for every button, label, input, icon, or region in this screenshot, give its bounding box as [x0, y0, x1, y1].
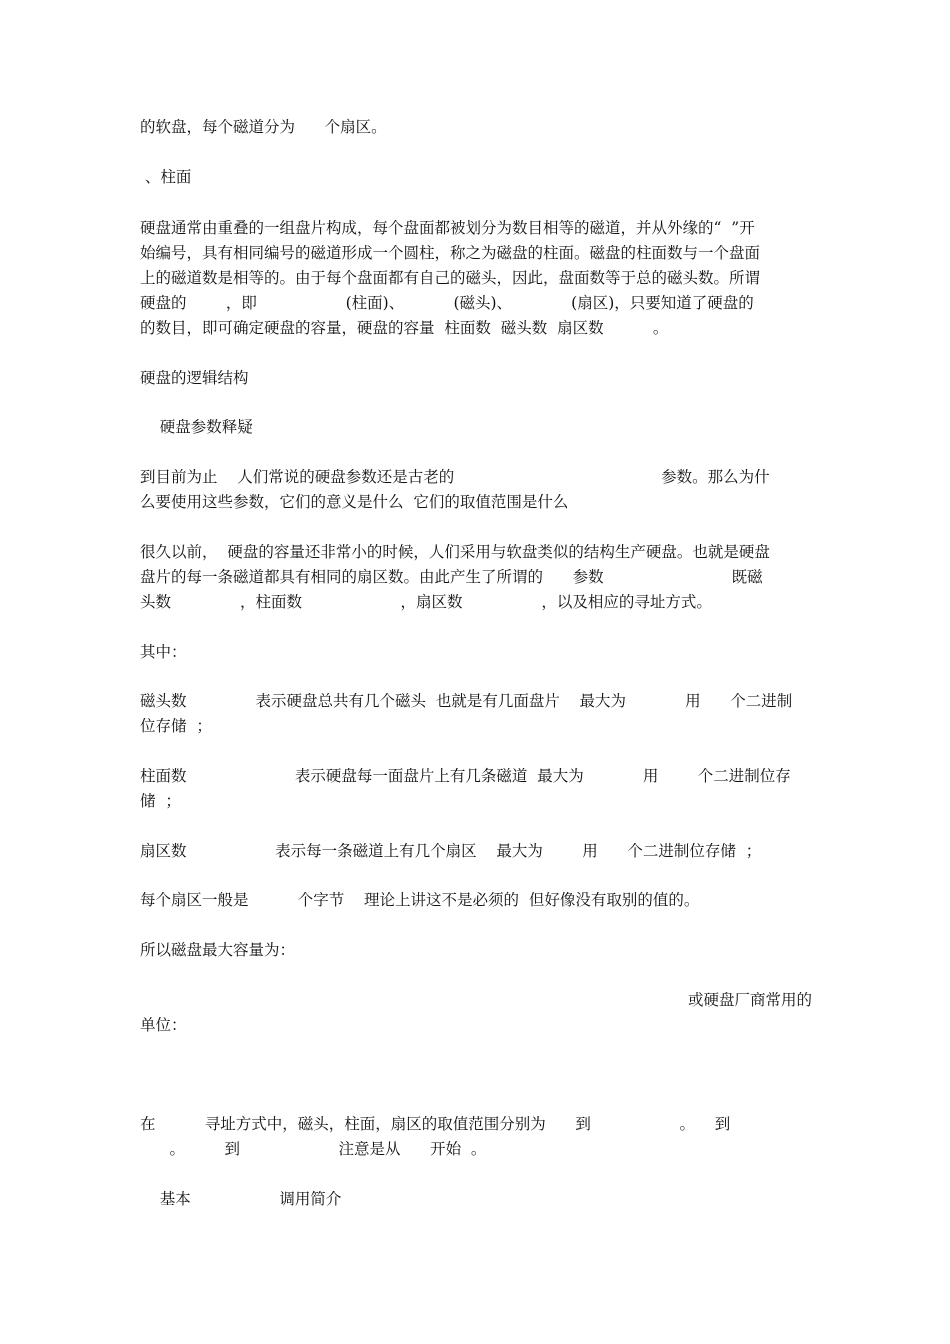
subheading-parameters: 硬盘参数释疑 — [140, 418, 253, 436]
text-max-capacity: 所以磁盘最大容量为： — [140, 941, 296, 959]
paragraph-cylinder-line-4: 硬盘的 ，即 (柱面)、 (磁头)、 (扇区)，只要知道了硬盘的 — [140, 294, 754, 312]
paragraph-cylinder-line-2: 始编号，具有相同编号的磁道形成一个圆柱，称之为磁盘的柱面。磁盘的柱面数与一个盘面 — [140, 244, 761, 262]
paragraph-address-range-line-1: 在 寻址方式中，磁头，柱面，扇区的取值范围分别为 到 。 到 — [140, 1115, 731, 1133]
paragraph-address-range-line-2: 。 到 注意是从 开始 。 — [140, 1140, 487, 1158]
paragraph-cylinder-line-5: 的数目，即可确定硬盘的容量，硬盘的容量 柱面数 磁头数 扇区数 。 — [140, 319, 669, 337]
text-among-them: 其中： — [140, 643, 187, 661]
paragraph-history-line-3: 头数 ，柱面数 ，扇区数 ，以及相应的寻址方式。 — [140, 593, 712, 611]
section-heading-cylinder: 、柱面 — [140, 168, 192, 186]
item-cylinders-line-1: 柱面数 表示硬盘每一面盘片上有几条磁道 最大为 用 个二进制位存 — [140, 767, 791, 785]
paragraph-params-line-1: 到目前为止 人们常说的硬盘参数还是古老的 参数。那么为什 — [140, 468, 770, 486]
item-heads-line-1: 磁头数 表示硬盘总共有几个磁头 也就是有几面盘片 最大为 用 个二进制 — [140, 692, 793, 710]
text-line-floppy-sectors: 的软盘，每个磁道分为 个扇区。 — [140, 118, 387, 136]
paragraph-params-line-2: 么要使用这些参数，它们的意义是什么 它们的取值范围是什么 — [140, 493, 569, 511]
paragraph-cylinder-line-1: 硬盘通常由重叠的一组盘片构成，每个盘面都被划分为数目相等的磁道，并从外缘的“ ”开 — [140, 219, 755, 237]
subheading-basic-call: 基本 调用简介 — [140, 1190, 342, 1208]
item-heads-line-2: 位存储 ； — [140, 717, 212, 735]
text-vendor-unit: 或硬盘厂商常用的 — [687, 991, 812, 1009]
item-cylinders-line-2: 储 ； — [140, 792, 181, 810]
paragraph-cylinder-line-3: 上的磁道数是相等的。由于每个盘面都有自己的磁头，因此，盘面数等于总的磁头数。所谓 — [140, 269, 761, 287]
paragraph-history-line-1: 很久以前， 硬盘的容量还非常小的时候，人们采用与软盘类似的结构生产硬盘。也就是硬盘 — [140, 543, 770, 561]
section-heading-logical-structure: 硬盘的逻辑结构 — [140, 369, 249, 387]
paragraph-history-line-2: 盘片的每一条磁道都具有相同的扇区数。由此产生了所谓的 参数 既磁 — [140, 568, 763, 586]
text-sector-bytes: 每个扇区一般是 个字节 理论上讲这不是必须的 但好像没有取别的值的。 — [140, 891, 700, 909]
item-sectors: 扇区数 表示每一条磁道上有几个扇区 最大为 用 个二进制位存储 ； — [140, 842, 762, 860]
text-unit-label: 单位： — [140, 1016, 187, 1034]
